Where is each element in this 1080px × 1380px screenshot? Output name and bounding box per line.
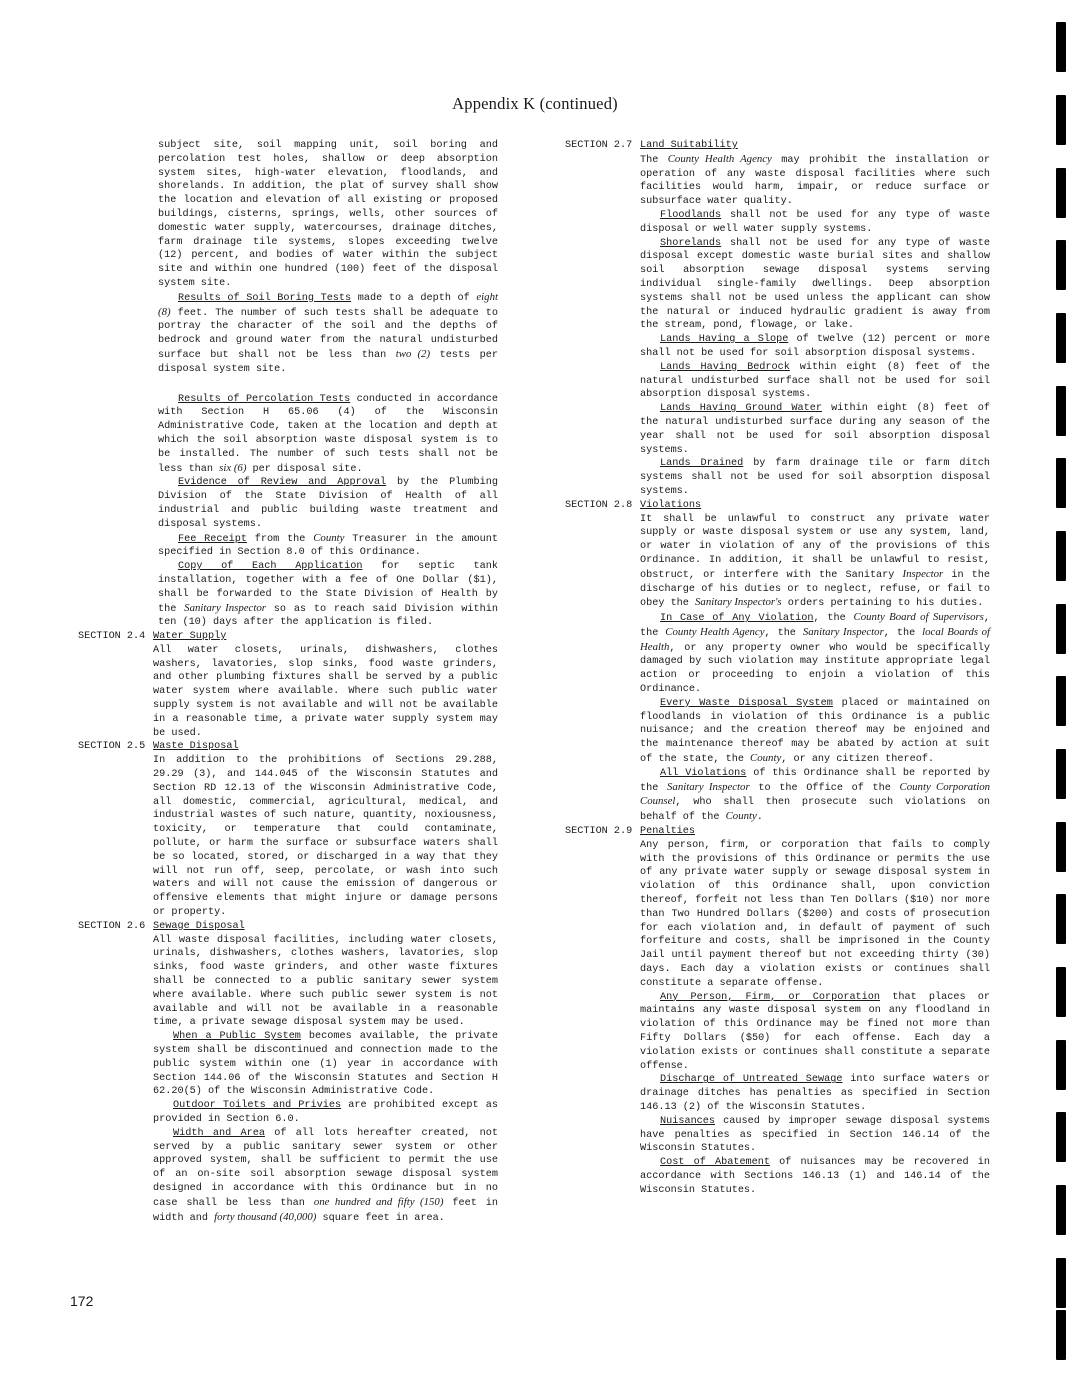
scan-mark [1056, 22, 1066, 72]
section-text: In addition to the prohibitions of Sections 29.288, 29.29 (3), and 144.045 of the Wisconsin Statutes and Section RD 12.13 of the Wisconsin Administrative Code, all domestic, commercial, agricultural, medical, and industrial wastes of such nature, quantity, noxiousness, toxicity, or temperature that could contaminate, pollute, or harm the surface or subsurface waters shall be so located, stored, or discharged in a way that they will not run off, seep, percolate, or wash into such waters and will not cause the emission of dangerous or offensive elements that might injure or damage persons or property. [153, 755, 498, 919]
section-title: Land Suitability [640, 140, 738, 151]
left-column [78, 139, 498, 1225]
slope-paragraph: Lands Having a Slope of twelve (12) percent or more shall not be used for soil absorption disposal systems. [640, 334, 990, 359]
plat-of-survey-paragraph: subject site, soil mapping unit, soil boring and percolation test holes, shallow or deep absorption system sites, high-water elevation, floodlands, and shorelands. In addition, the plat of survey shall show the location and elevation of all existing or proposed buildings, cisterns, springs, wells, other sources of domestic water supply, watercourses, drainage ditches, farm drainage tile systems, slopes exceeding twelve (12) percent, and bodies of water within the subject site and within one hundred (100) feet of the disposal system site. [158, 140, 498, 289]
section-label: SECTION 2.5 [78, 741, 146, 753]
section-2-7 [565, 139, 990, 499]
scan-mark [1056, 240, 1066, 290]
section-title: Sewage Disposal [153, 920, 245, 932]
scan-mark [1056, 386, 1066, 436]
section-title: Water Supply [153, 631, 227, 643]
evidence-heading: Evidence of Review and Approval [178, 477, 387, 489]
lands-drained-paragraph: Lands Drained by farm drainage tile or farm ditch systems shall not be used for soil absorption disposal systems. [640, 458, 990, 497]
section-title: Violations [640, 499, 702, 511]
section-2-6 [78, 920, 498, 1226]
section-label: SECTION 2.4 [78, 631, 146, 643]
scan-mark [1056, 1185, 1066, 1235]
scan-mark [1056, 1040, 1066, 1090]
ground-water-paragraph: Lands Having Ground Water within eight (8) feet of the natural undisturbed surface during any season of the year shall not be used for soil absorption disposal systems. [640, 403, 991, 456]
outdoor-toilets-paragraph: Outdoor Toilets and Privies are prohibited except as provided in Section 6.0. [153, 1100, 498, 1125]
scan-mark [1056, 604, 1066, 654]
scan-mark [1056, 458, 1066, 508]
section-2-9 [565, 825, 990, 1198]
section-text: It shall be unlawful to construct any private water supply or waste disposal system or use any system, land, or water in violation of any of the provisions of this Ordinance. In addition, it shall be unlawful to resist, obstruct, or interfere with the Sanitary Inspector in the discharge of his duties or to neglect, refuse, or fail to obey the Sanitary Inspector's orders pertaining to his duties. [640, 513, 991, 610]
cost-abatement-paragraph: Cost of Abatement of nuisances may be recovered in accordance with Sections 146.13 (1) and 146.14 of the Wisconsin Statutes. [640, 1157, 990, 1196]
soil-boring-heading: Results of Soil Boring Tests [178, 292, 352, 304]
case-of-violation-paragraph: In Case of Any Violation, the County Board of Supervisors, the County Health Agency, the Sanitary Inspector, the local Boards of Health, or any property owner who would be specifically damaged by such violation may institute appropriate legal action or proceeding to enjoin a violation of this Ordinance. [640, 611, 990, 696]
scan-mark [1056, 168, 1066, 218]
section-2-8 [565, 499, 990, 825]
scan-mark [1056, 894, 1066, 944]
section-label: SECTION 2.7 [565, 140, 633, 151]
section-text: Any person, firm, or corporation that fails to comply with the provisions of this Ordinance or permits the use of any private water supply or sewage disposal system in violation of this Ordinance shall, upon conviction thereof, forfeit not less than Ten Dollars ($10) nor more than Two Hundred Dollars ($200) and costs of prosecution for each violation and, in default of payment of such forfeiture and costs, shall be imprisoned in the County Jail until payment thereof but not exceeding thirty (30) days. Each day a violation exists or continues shall constitute a separate offense. [640, 839, 990, 989]
percolation-paragraph: Results of Percolation Tests conducted in accordance with Section H 65.06 (4) of the Wisconsin Administrative Code, taken at the location and depth at which the soil absorption waste disposal system is to be installed. The number of such tests shall not be less than six (6) per disposal site. [158, 393, 498, 475]
page-title: Appendix K (continued) [452, 94, 618, 113]
fee-receipt-heading: Fee Receipt [178, 533, 247, 545]
section-text: The County Health Agency may prohibit the installation or operation of any waste disposal facilities where such facilities would harm, impair, or reduce surface or subsurface water quality. [640, 152, 990, 208]
section-title: Penalties [640, 826, 696, 838]
copy-application-paragraph: Copy of Each Application for septic tank installation, together with a fee of One Dollar ($1), shall be forwarded to the State Division of Health by the Sanitary Inspector so as to reach said Division within ten (10) days after the application is filed. [158, 561, 498, 629]
scan-mark [1056, 531, 1066, 581]
all-violations-paragraph: All Violations of this Ordinance shall be reported by the Sanitary Inspector to the Office of the County Corporation Counsel, who shall then prosecute such violations on behalf of the County. [640, 767, 990, 824]
shorelands-paragraph: Shorelands shall not be used for any type of waste disposal except domestic waste burial sites and shallow soil absorption sewage disposal systems serving individual single-family dwellings. Deep absorption systems shall not be used unless the applicant can show the natural or induced hydraulic gradient is away from the stream, pond, flowage, or lake. [640, 237, 990, 332]
scan-mark [1056, 313, 1066, 363]
section-label: SECTION 2.8 [565, 499, 633, 511]
page-number: 172 [70, 1293, 94, 1309]
soil-boring-paragraph: Results of Soil Boring Tests made to a depth of eight (8) feet. The number of such tests shall be adequate to portray the character of the soil and the depths of bedrock and ground water from the natural undisturbed surface but shall not be less than two (2) tests per disposal system site. [158, 290, 498, 375]
section-text: All water closets, urinals, dishwashers, clothes washers, lavatories, slop sinks, food waste grinders, and other plumbing fixtures shall be served by a public water system where available. Where such public water supply system is not available and will not be available in a reasonable time, a private water supply system may be used. [153, 644, 498, 739]
section-label: SECTION 2.9 [565, 826, 633, 838]
section-2-3-continuation [78, 139, 498, 630]
section-2-5 [78, 740, 498, 919]
percolation-heading: Results of Percolation Tests [178, 393, 351, 405]
section-text: All waste disposal facilities, including water closets, urinals, dishwashers, clothes washers, lavatories, slop sinks, food waste grinders, and other waste fixtures shall be connected to a public sanitary sewer system where available. Where such public sewer system is not available and will not be available in a reasonable time, a private sewage disposal system may be used. [153, 934, 498, 1029]
scan-mark [1056, 967, 1066, 1017]
scan-mark [1056, 822, 1066, 872]
scan-mark [1056, 749, 1066, 799]
right-column [565, 139, 990, 1198]
bedrock-paragraph: Lands Having Bedrock within eight (8) feet of the natural undisturbed surface shall not be used for soil absorption disposal systems. [640, 361, 990, 401]
fee-receipt-paragraph: Fee Receipt from the County Treasurer in the amount specified in Section 8.0 of this Ordinance. [158, 531, 498, 559]
untreated-sewage-paragraph: Discharge of Untreated Sewage into surface waters or drainage ditches has penalties as specified in Section 146.13 (2) of the Wisconsin Statutes. [640, 1074, 990, 1113]
nuisances-paragraph: Nuisances caused by improper sewage disposal systems have penalties as specified in Section 146.14 of the Wisconsin Statutes. [640, 1115, 990, 1155]
scan-mark [1056, 1310, 1066, 1360]
width-area-paragraph: Width and Area of all lots hereafter created, not served by a public sanitary sewer system or other approved system, shall be sufficient to permit the use of an on-site soil absorption sewage disposal system designed in accordance with this Ordinance but in no case shall be less than one hundred and fifty (150) feet in width and forty thousand (40,000) square feet in area. [153, 1127, 498, 1224]
floodlands-paragraph: Floodlands shall not be used for any type of waste disposal or well water supply systems. [640, 209, 990, 235]
public-system-paragraph: When a Public System becomes available, the private system shall be discontinued and connection made to the public system within one (1) year in accordance with Section 144.06 of the Wisconsin Statutes and Section H 62.20(5) of the Wisconsin Administrative Code. [153, 1031, 498, 1098]
copy-application-heading: Copy of Each Application [178, 561, 363, 573]
any-person-paragraph: Any Person, Firm, or Corporation that places or maintains any waste disposal system on any floodland in violation of this Ordinance may be fined not more than Fifty Dollars ($50) for each offense. Each day a violation exists or continues shall constitute a separate offense. [640, 991, 990, 1072]
scan-mark [1056, 676, 1066, 726]
scan-mark [1056, 1258, 1066, 1308]
section-label: SECTION 2.6 [78, 920, 146, 932]
scan-mark [1056, 95, 1066, 145]
every-system-paragraph: Every Waste Disposal System placed or maintained on floodlands in violation of this Ordinance is a public nuisance; and the creation thereof may be enjoined and the maintenance thereof may be abated by action at suit of the state, the County, or any citizen thereof. [640, 697, 990, 766]
scan-marks [1040, 0, 1080, 1380]
evidence-paragraph: Evidence of Review and Approval by the Plumbing Division of the State Division of Health of all industrial and public building waste treatment and disposal systems. [158, 477, 498, 530]
section-2-4 [78, 630, 498, 740]
section-title: Waste Disposal [153, 741, 239, 753]
scan-mark [1056, 1112, 1066, 1162]
